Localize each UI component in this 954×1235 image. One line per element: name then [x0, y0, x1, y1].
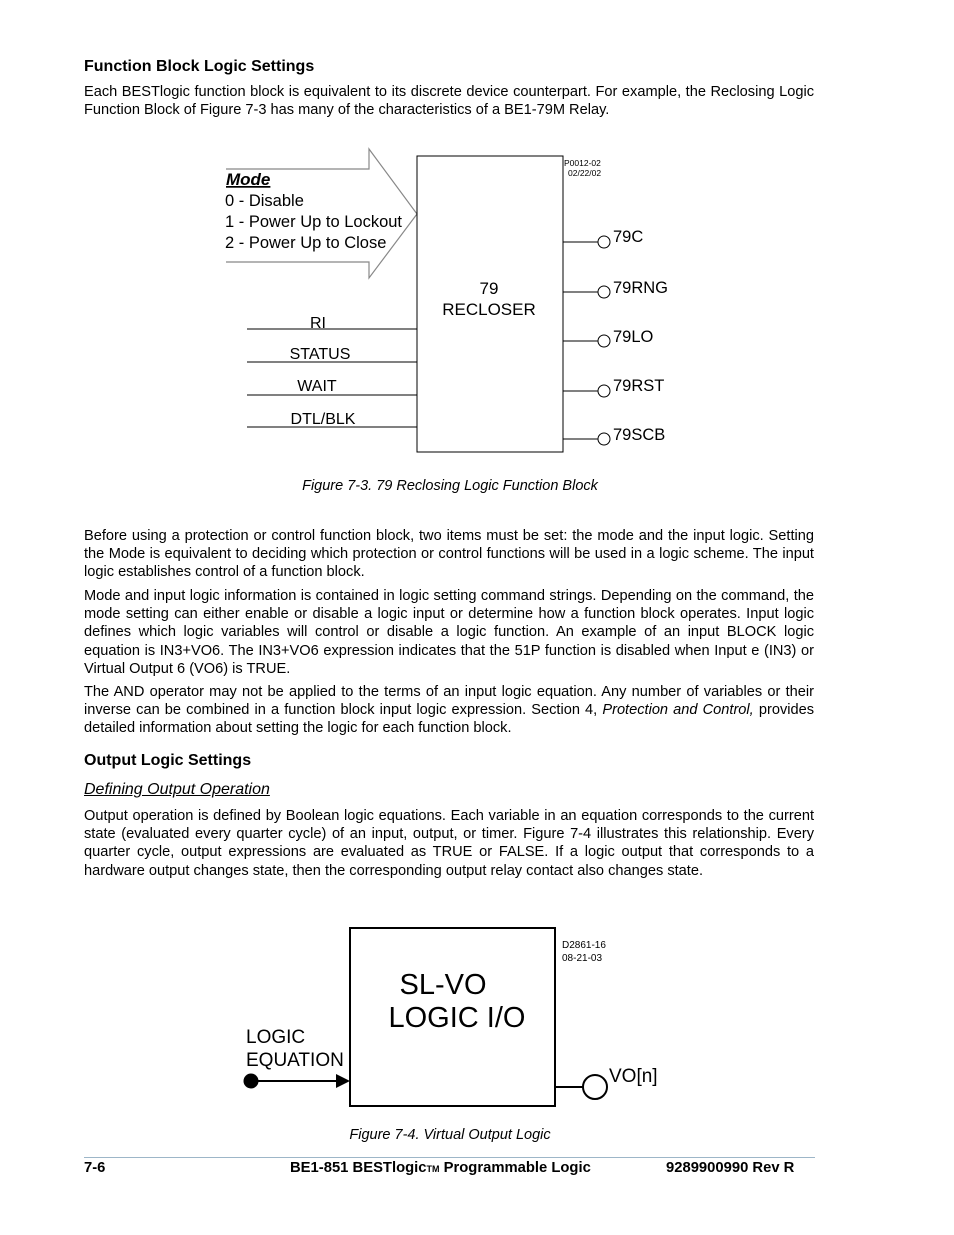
footer-title-main: BE1-851 BESTlogic — [290, 1160, 427, 1176]
body-paragraph-3 — [84, 683, 814, 738]
output-paragraph: Output operation is defined by Boolean logic equations. Each variable in an equation corresponds to the current state (evaluated every quarter cycle) of an input, output, or timer. Figure 7-4 illustrates this relationship. Every quarter cycle, output expressions are evaluated as TRUE or FALSE. If a logic output that corresponds to a hardware output changes state, then the corresponding output relay contact also changes state. — [84, 808, 814, 879]
figure-virtual-output-diagram — [0, 920, 954, 1120]
intro-paragraph: Each BESTlogic function block is equivalent to its discrete device counterpart. For example, the Reclosing Logic Function Block of Figure 7-3 has many of the characteristics of a BE1-79M Relay. — [84, 84, 814, 119]
figure-79-recloser-diagram — [0, 0, 954, 470]
p3-text-a: The AND operator may not be applied to the terms of an input logic equation. Any number of variables or their inverse can be combined in a function block input logic expression. Section 4, — [84, 684, 814, 719]
footer-divider — [84, 1157, 815, 1158]
p3-text-italic: Protection and Control, — [602, 702, 754, 719]
output-label-79rst: 79RST — [613, 377, 665, 395]
subheading-defining-output: Defining Output Operation — [84, 781, 270, 798]
drawing-date: 02/22/02 — [568, 168, 602, 178]
output-79lo — [563, 328, 654, 347]
section-heading-function-block: Function Block Logic Settings — [84, 58, 315, 75]
block-number: 79 — [479, 279, 499, 298]
body-paragraph-2: Mode and input logic information is contained in logic setting command strings. Depending on the command, the mode setting can either enable or disable a logic input or determine how a function block operates. Input logic defines which logic variables will control or disable a logic function. An example of an input BLOCK logic equation is IN3+VO6. The IN3+VO6 expression indicates that the 51P function is disabled when Input e (IN3) or Virtual Output 6 (VO6) is TRUE. — [84, 588, 814, 677]
mode-option-0: 0 - Disable — [225, 192, 304, 210]
input-label-status: STATUS — [289, 346, 351, 363]
output-label-79rng: 79RNG — [613, 279, 669, 297]
footer-title-end: Programmable Logic — [439, 1160, 591, 1176]
output-label-79c: 79C — [613, 228, 644, 246]
output-label-79scb: 79SCB — [613, 426, 666, 444]
footer-title-tm: TM — [426, 1164, 440, 1174]
input-line-2: EQUATION — [246, 1050, 344, 1071]
mode-option-2: 2 - Power Up to Close — [225, 234, 387, 252]
block-name: RECLOSER — [442, 300, 536, 319]
section-heading-output-logic: Output Logic Settings — [84, 752, 252, 769]
input-label-dtl-blk: DTL/BLK — [290, 411, 356, 428]
mode-title: Mode — [226, 170, 271, 189]
output-79c — [563, 228, 643, 248]
input-arrowhead — [336, 1074, 350, 1088]
input-label-wait: WAIT — [297, 378, 337, 395]
block-line-1: SL-VO — [399, 969, 487, 1001]
page-number: 7-6 — [84, 1160, 106, 1176]
drawing-id: P0012-02 — [564, 158, 601, 168]
input-line-1: LOGIC — [246, 1027, 306, 1048]
figure-7-3-caption: Figure 7-3. 79 Reclosing Logic Function Block — [302, 478, 598, 494]
footer-title — [290, 1160, 591, 1176]
output-79rst — [563, 377, 664, 397]
drawing-date-2: 08-21-03 — [562, 953, 603, 964]
output-79scb — [563, 426, 665, 445]
body-paragraph-1: Before using a protection or control function block, two items must be set: the mode and the input logic. Setting the Mode is equivalent to deciding which protection or control functions will be used in a logic scheme. The input logic establishes control of a function block. — [84, 528, 814, 581]
input-label-ri: RI — [310, 315, 326, 332]
doc-number: 9289900990 Rev R — [666, 1160, 795, 1176]
output-label-vo: VO[n] — [609, 1066, 658, 1087]
drawing-id-2: D2861-16 — [562, 940, 606, 951]
output-79rng — [563, 279, 668, 298]
output-label-79lo: 79LO — [613, 328, 654, 346]
mode-option-1: 1 - Power Up to Lockout — [225, 213, 403, 231]
figure-7-4-caption: Figure 7-4. Virtual Output Logic — [349, 1127, 551, 1143]
output-circle — [583, 1075, 607, 1099]
block-line-2: LOGIC I/O — [388, 1002, 526, 1034]
p3-text-b: provides detailed information about setting the logic for each function block. — [84, 702, 815, 737]
